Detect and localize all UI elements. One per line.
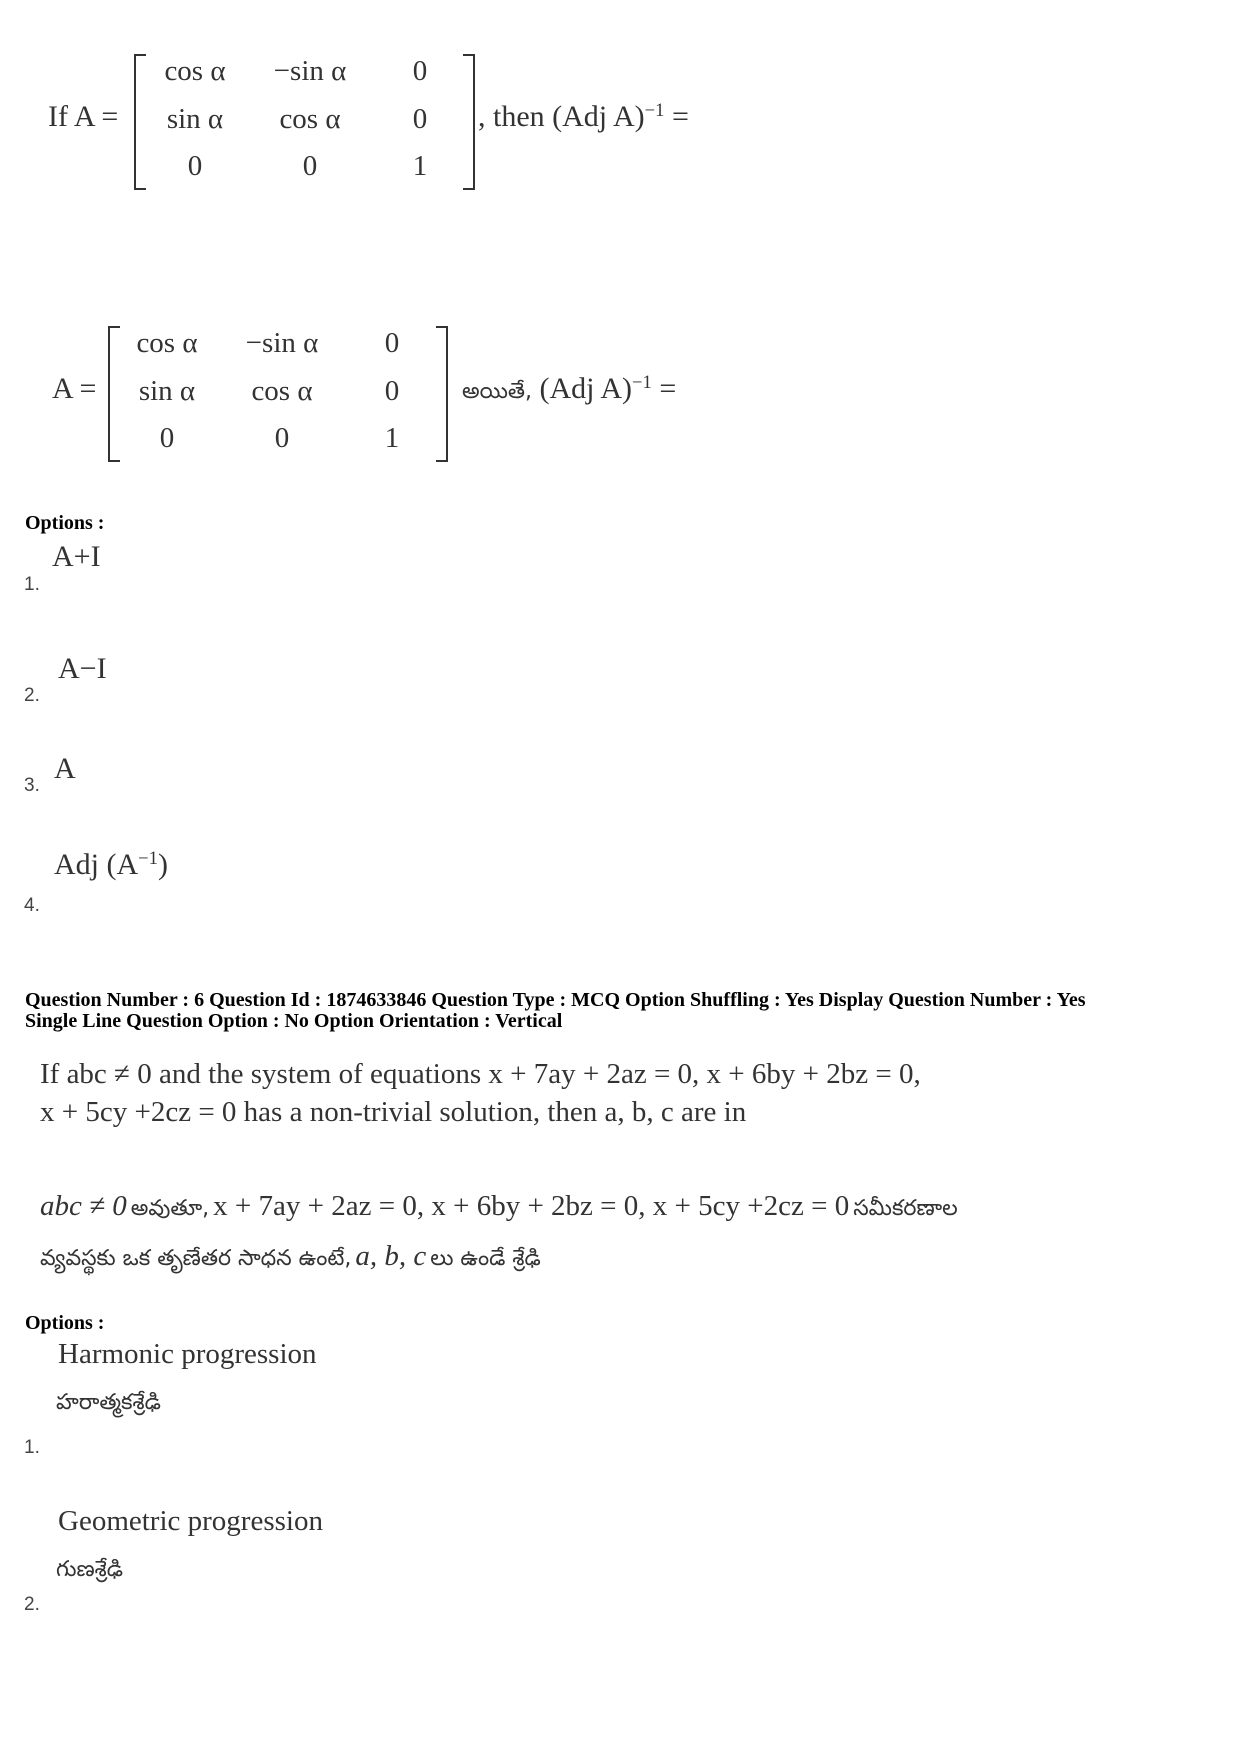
matrix-cell: cos α: [164, 55, 226, 87]
stem-tail-telugu: [462, 372, 676, 409]
telugu-line-2: [40, 1240, 541, 1276]
option-text-english: Geometric progression: [58, 1505, 323, 1537]
stem-lead: If A =: [48, 100, 119, 133]
adj-text: (Adj A): [539, 372, 633, 406]
telugu-line-1-word: అవుతూ,: [130, 1196, 210, 1221]
matrix-cell: cos α: [251, 375, 313, 407]
option-text-telugu: హరాత్మకశ్రేఢి: [56, 1390, 161, 1415]
matrix-row-2: [122, 375, 432, 411]
matrix-cell: 0: [302, 150, 318, 182]
option-text: A: [54, 752, 76, 785]
option-number: 2.: [24, 685, 40, 706]
adj-eq: =: [651, 372, 677, 406]
option-text: A+I: [52, 540, 101, 573]
option-text-english: Harmonic progression: [58, 1338, 317, 1370]
matrix-cell: cos α: [136, 327, 198, 359]
matrix-row-1: [150, 55, 460, 91]
stem-tail-text: [532, 372, 676, 405]
matrix-cell: 1: [412, 150, 428, 182]
matrix-cell: 0: [159, 422, 175, 454]
question-meta-line-2: Single Line Question Option : No Option Orientation : Vertical: [25, 1010, 563, 1032]
matrix-cell: sin α: [138, 375, 196, 407]
option-text-sup: −1: [138, 848, 158, 869]
matrix-row-2: [150, 103, 460, 139]
matrix-right-bracket: [436, 326, 448, 462]
matrix-cell: cos α: [279, 103, 341, 135]
telugu-word: అయితే,: [462, 379, 533, 405]
stem-tail-eq: =: [664, 100, 689, 134]
matrix-cell: 0: [412, 103, 428, 135]
telugu-line-2-math: a, b, c: [355, 1240, 427, 1272]
matrix-left-bracket: [134, 54, 146, 190]
telugu-line-1-math: abc ≠ 0: [40, 1190, 127, 1222]
option-number: 1.: [24, 574, 40, 595]
matrix-row-3: [122, 422, 432, 458]
option-text-main: Adj (A: [54, 848, 139, 882]
question-text-line-2: x + 5cy +2cz = 0 has a non-trivial solution, then a, b, c are in: [40, 1096, 747, 1128]
stem-tail-sup: −1: [644, 100, 665, 121]
matrix-row-3: [150, 150, 460, 186]
telugu-line-1: [40, 1190, 958, 1226]
option-text: [54, 848, 168, 882]
option-text-end: ): [157, 848, 168, 882]
matrix-cell: 0: [274, 422, 290, 454]
matrix-cell: 0: [187, 150, 203, 182]
telugu-line-1-eq: x + 7ay + 2az = 0, x + 6by + 2bz = 0, x + 5cy +2cz = 0: [213, 1190, 850, 1222]
adj-sup: −1: [632, 372, 652, 393]
option-text: A−I: [58, 652, 107, 685]
matrix-cell: 0: [412, 55, 428, 87]
matrix-cell: −sin α: [245, 327, 319, 359]
options-heading: Options :: [25, 1312, 105, 1334]
option-number: 4.: [24, 895, 40, 916]
stem-lead-telugu: A =: [52, 372, 97, 405]
option-text-telugu: గుణశ్రేఢి: [56, 1557, 123, 1582]
option-number: 2.: [24, 1594, 40, 1615]
matrix-cell: sin α: [166, 103, 224, 135]
matrix-cell: 0: [384, 327, 400, 359]
matrix-right-bracket: [463, 54, 475, 190]
matrix-left-bracket: [108, 326, 120, 462]
telugu-line-2-word-b: లు ఉండే శ్రేఢి: [430, 1246, 541, 1271]
matrix-row-1: [122, 327, 432, 363]
telugu-line-2-word: వ్యవస్థకు ఒక తృణేతర సాధన ఉంటే,: [40, 1246, 352, 1271]
matrix-cell: −sin α: [273, 55, 347, 87]
matrix-cell: 1: [384, 422, 400, 454]
question-meta-line-1: Question Number : 6 Question Id : 1874633846 Question Type : MCQ Option Shuffling : Yes Display Question Number : Yes: [25, 989, 1086, 1011]
matrix-cell: 0: [384, 375, 400, 407]
stem-tail-text: , then (Adj A): [478, 100, 645, 134]
option-number: 1.: [24, 1437, 40, 1458]
stem-tail: [478, 100, 689, 134]
telugu-line-1-word-b: సమీకరణాల: [853, 1196, 958, 1221]
options-heading: Options :: [25, 512, 105, 534]
option-number: 3.: [24, 775, 40, 796]
question-text-line-1: If abc ≠ 0 and the system of equations x + 7ay + 2az = 0, x + 6by + 2bz = 0,: [40, 1058, 921, 1090]
